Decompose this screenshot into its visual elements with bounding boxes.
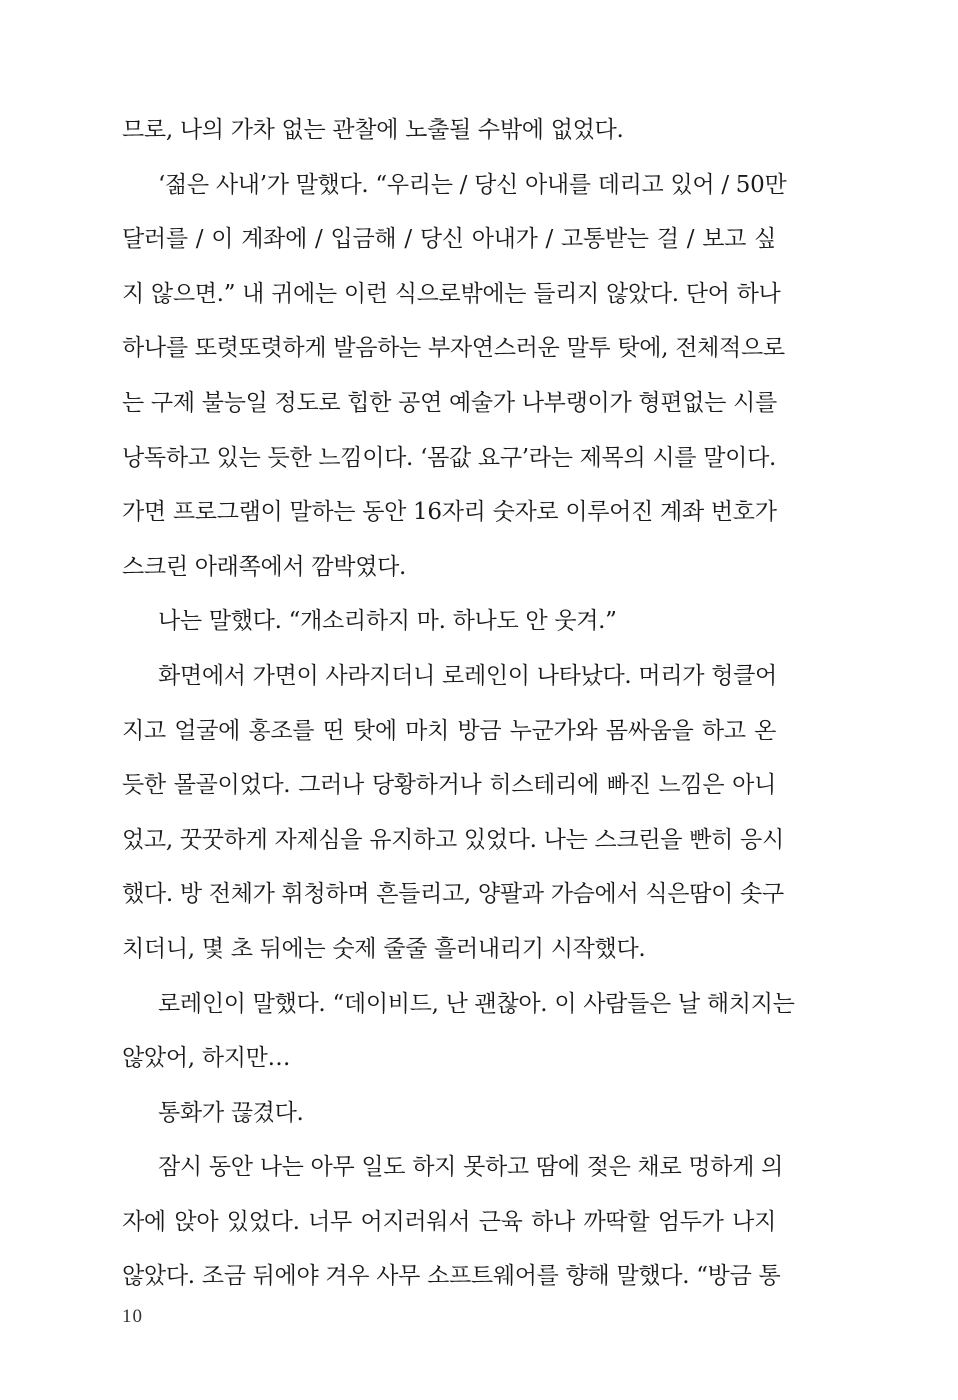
text-line: 지 않으면.” 내 귀에는 이런 식으로밖에는 들리지 않았다. 단어 하나 (122, 280, 781, 307)
text-line: 자에 앉아 있었다. 너무 어지러워서 근육 하나 까딱할 엄두가 나지 (122, 1208, 776, 1235)
body-text (122, 108, 795, 1309)
text-line: 가면 프로그램이 말하는 동안 16자리 숫자로 이루어진 계좌 번호가 (122, 499, 777, 526)
text-line: 잠시 동안 나는 아무 일도 하지 못하고 땀에 젖은 채로 멍하게 의 (158, 1154, 784, 1181)
page-number: 10 (122, 1306, 143, 1327)
text-line: 로레인이 말했다. “데이비드, 난 괜찮아. 이 사람들은 날 해치지는 (158, 990, 795, 1017)
text-line: 는 구제 불능일 정도로 힙한 공연 예술가 나부랭이가 형편없는 시를 (122, 389, 777, 416)
text-line: 통화가 끊겼다. (158, 1099, 304, 1126)
text-line: 었고, 꿋꿋하게 자제심을 유지하고 있었다. 나는 스크린을 빤히 응시 (122, 826, 784, 853)
text-line: 지고 얼굴에 홍조를 띤 탓에 마치 방금 누군가와 몸싸움을 하고 온 (122, 717, 776, 744)
text-line: ‘젊은 사내’가 말했다. “우리는 / 당신 아내를 데리고 있어 / 50만 (158, 171, 787, 198)
text-line: 했다. 방 전체가 휘청하며 흔들리고, 양팔과 가슴에서 식은땀이 솟구 (122, 881, 784, 908)
text-line: 듯한 몰골이었다. 그러나 당황하거나 히스테리에 빠진 느낌은 아니 (122, 772, 776, 799)
text-line: 치더니, 몇 초 뒤에는 숫제 줄줄 흘러내리기 시작했다. (122, 935, 646, 962)
text-line: 화면에서 가면이 사라지더니 로레인이 나타났다. 머리가 헝클어 (158, 662, 777, 689)
text-line: 나는 말했다. “개소리하지 마. 하나도 안 웃겨.” (158, 608, 617, 635)
text-line: 달러를 / 이 계좌에 / 입금해 / 당신 아내가 / 고통받는 걸 / 보고 싶 (122, 226, 776, 253)
text-line: 않았어, 하지만… (122, 1045, 291, 1072)
text-line: 않았다. 조금 뒤에야 겨우 사무 소프트웨어를 향해 말했다. “방금 통 (122, 1263, 781, 1290)
text-line: 스크린 아래쪽에서 깜박였다. (122, 553, 407, 580)
text-line: 므로, 나의 가차 없는 관찰에 노출될 수밖에 없었다. (122, 117, 624, 143)
text-line: 낭독하고 있는 듯한 느낌이다. ‘몸값 요구’라는 제목의 시를 말이다. (122, 444, 777, 471)
text-line: 하나를 또렷또렷하게 발음하는 부자연스러운 말투 탓에, 전체적으로 (122, 335, 785, 362)
